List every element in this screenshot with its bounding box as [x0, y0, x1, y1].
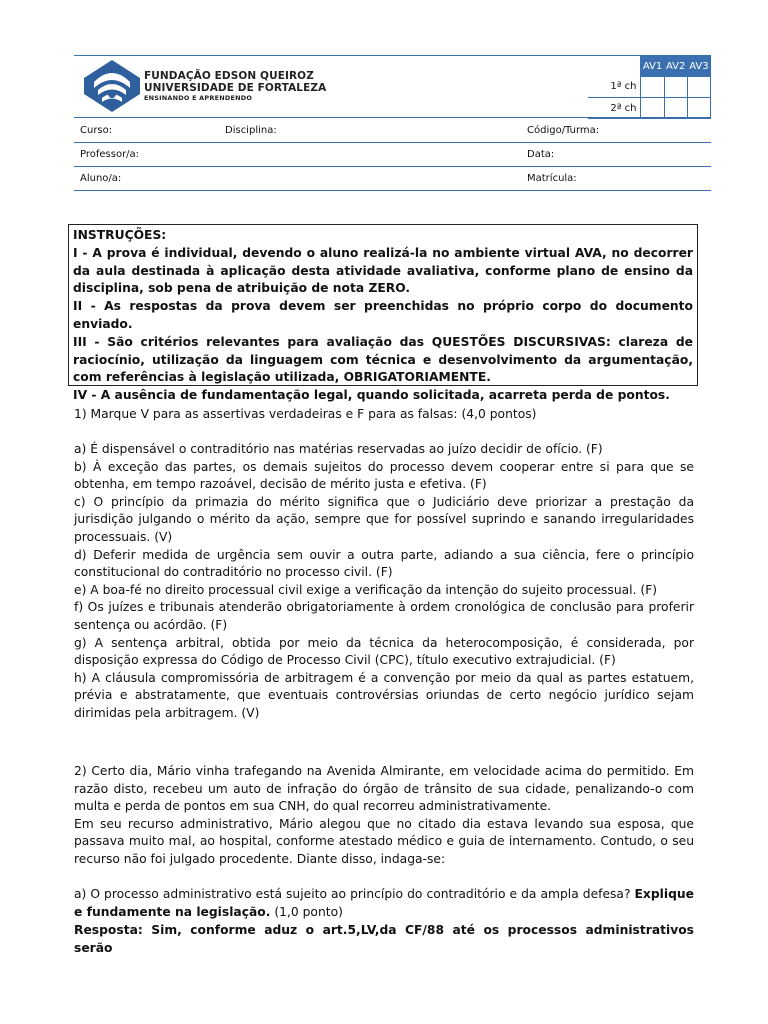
professor-label: Professor/a:	[80, 149, 140, 160]
info-row-aluno	[74, 166, 711, 191]
assertion-f: f) Os juízes e tribunais atenderão obrigatoriamente à ordem cronológica de conclusão para proferir sentença ou acórdão. (F)	[74, 600, 694, 632]
instruction-item: I - A prova é individual, devendo o aluno realizá-la no ambiente virtual AVA, no decorrer da aula destinada à aplicação desta atividade avaliativa, conforme plano de ensino da disciplina, sob pena de atribuição de nota ZERO.	[73, 245, 693, 296]
instruction-item: II - As respostas da prova devem ser preenchidas no próprio corpo do documento enviado.	[73, 299, 693, 331]
data-label: Data:	[527, 149, 555, 160]
question-2a-text: a) O processo administrativo está sujeito ao princípio do contraditório e da ampla defesa?	[74, 887, 631, 901]
document-header	[74, 55, 711, 121]
question-2a	[74, 886, 694, 921]
university-logo-icon	[82, 58, 142, 114]
aluno-label: Aluno/a:	[80, 173, 122, 184]
org-line-3: ENSINANDO E APRENDENDO	[144, 94, 253, 102]
org-line-2: UNIVERSIDADE DE FORTALEZA	[144, 82, 327, 94]
organization-name	[144, 70, 326, 103]
instruction-item: III - São critérios relevantes para avaliação das QUESTÕES DISCURSIVAS: clareza de raciocínio, utilização da linguagem com técnica e desenvolvimento da argumentação, com referências à legislação utilizada, OBRIGATORIAMENTE.	[73, 334, 693, 385]
answer-text[interactable]: Resposta: Sim, conforme aduz o art.5,LV,da CF/88 até os processos administrativos serão	[74, 923, 694, 955]
curso-label: Curso:	[80, 125, 113, 136]
grade-cell[interactable]	[664, 77, 687, 98]
instructions-box	[68, 224, 698, 403]
assertion-e: e) A boa-fé no direito processual civil exige a verificação da intenção do sujeito processual. (F)	[74, 582, 658, 597]
grade-cell[interactable]	[687, 77, 710, 98]
instruction-item: IV - A ausência de fundamentação legal, quando solicitada, acarreta perda de pontos.	[73, 388, 670, 403]
disciplina-label: Disciplina:	[225, 125, 277, 136]
matricula-label: Matrícula:	[527, 173, 577, 184]
grade-row-label-1: 1ª ch	[588, 77, 641, 98]
grade-cell[interactable]	[641, 98, 664, 119]
info-row-course	[74, 117, 711, 143]
grade-cell[interactable]	[664, 98, 687, 119]
grade-row-label-2: 2ª ch	[588, 98, 641, 119]
assertion-c: c) O princípio da primazia do mérito significa que o Judiciário deve priorizar a prestação da jurisdição julgando o mérito da ação, sempre que for possível suprindo e sanando irregularidades processuais. (V)	[74, 494, 694, 544]
grade-header-av3: AV3	[687, 57, 710, 77]
assertion-b: b) À exceção das partes, os demais sujeitos do processo devem cooperar entre si para que se obtenha, em tempo razoável, decisão de mérito justa e efetiva. (F)	[74, 459, 694, 492]
instructions-title: INSTRUÇÕES:	[73, 228, 167, 242]
org-line-1: FUNDAÇÃO EDSON QUEIROZ	[144, 70, 314, 82]
assertion-a: a) É dispensável o contraditório nas matérias reservadas ao juízo decidir de ofício. (F)	[74, 442, 603, 456]
grade-header-av2: AV2	[664, 57, 687, 77]
grade-cell[interactable]	[641, 77, 664, 98]
question-1-prompt: 1) Marque V para as assertivas verdadeiras e F para as falsas: (4,0 pontos)	[74, 407, 537, 421]
grade-header-av1: AV1	[641, 57, 664, 77]
grade-cell[interactable]	[687, 98, 710, 119]
question-1-items	[74, 441, 694, 723]
info-row-professor	[74, 142, 711, 167]
question-2-statement	[74, 763, 694, 869]
question-2-paragraph-2: Em seu recurso administrativo, Mário alegou que no citado dia estava levando sua esposa, que passava muito mal, ao hospital, conforme atestado médico e guia de internamento. Contudo, o seu recurso não foi julgado procedente. Diante disso, indaga-se:	[74, 816, 694, 866]
question-2-paragraph-1: 2) Certo dia, Mário vinha trafegando na Avenida Almirante, em velocidade acima do permitido. Em razão disto, recebeu um auto de infração do órgão de trânsito de sua cidade, penalizando-o com multa e perda de pontos em sua CNH, do qual recorreu administrativamente.	[74, 764, 694, 814]
assertion-d: d) Deferir medida de urgência sem ouvir a outra parte, adiando a sua ciência, fere o princípio constitucional do contraditório no processo civil. (F)	[74, 547, 694, 580]
grades-table	[588, 56, 711, 119]
question-2a-points: (1,0 ponto)	[274, 904, 343, 919]
codigo-turma-label: Código/Turma:	[527, 125, 600, 136]
question-2a-instruction: Explique e fundamente na legislação.	[74, 887, 694, 919]
assertion-h: h) A cláusula compromissória de arbitragem é a convenção por meio da qual as partes estatuem, prévia e abstratamente, que eventuais controvérsias oriundas de certo negócio jurídico sejam dirimidas pela arbitragem. (V)	[74, 670, 694, 720]
assertion-g: g) A sentença arbitral, obtida por meio da técnica da heterocomposição, é considerada, por disposição expressa do Código de Processo Civil (CPC), título executivo extrajudicial. (F)	[74, 635, 694, 668]
